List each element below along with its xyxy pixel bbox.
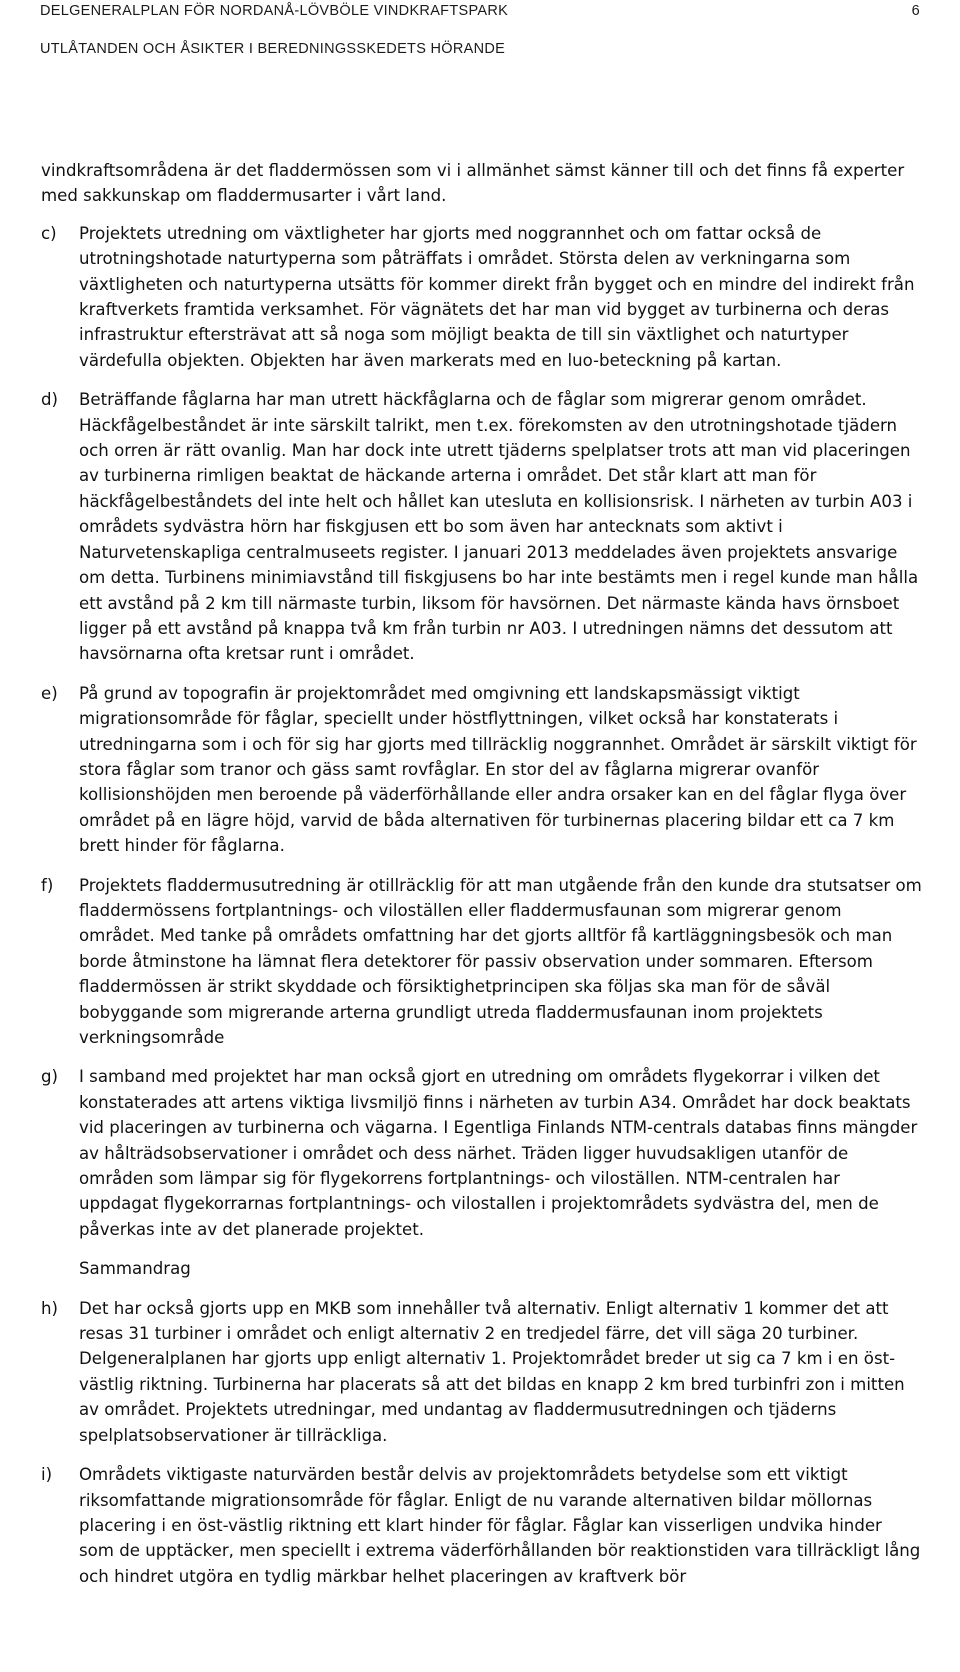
list-item <box>41 1462 922 1589</box>
page-number: 6 <box>911 3 920 19</box>
list-item <box>41 221 922 373</box>
list-item <box>41 873 922 1051</box>
item-text: Projektets fladdermusutredning är otillräcklig för att man utgående från den kunde dra stutsatser om fladdermössens fortplantnings- och viloställen eller fladdermusfaunan som migrerar genom området. Med tanke på områdets omfattning har det gjorts alltför få kartläggningsbesök och man borde åtminstone ha lämnat flera detektorer för passiv observation under sommaren. Eftersom fladdermössen är strikt skyddade och försiktighetprincipen ska följas ska man för de såväl bobyggande som migrerande arterna grundligt utreda fladdermusfaunan inom projektets verkningsområde <box>79 875 922 1047</box>
item-text: Det har också gjorts upp en MKB som innehåller två alternativ. Enligt alternativ 1 kommer det att resas 31 turbiner i området och enligt alternativ 2 en tredjedel färre, det vill säga 20 turbiner. Delgeneralplanen har gjorts upp enligt alternativ 1. Projektområdet breder ut sig ca 7 km i en öst-västlig riktning. Turbinerna har placerats så att det bildas en knapp 2 km bred turbinfri zon i mitten av området. Projektets utredningar, med undantag av fladdermusutredningen och tjäderns spelplatsobservationer är tillräckliga. <box>79 1298 905 1445</box>
summary-heading: Sammandrag <box>79 1259 191 1279</box>
document-subtitle: UTLÅTANDEN OCH ÅSIKTER I BEREDNINGSSKEDETS HÖRANDE <box>40 41 506 57</box>
item-text: I samband med projektet har man också gjort en utredning om områdets flygekorrar i vilken det konstaterades att artens viktiga livsmiljö finns i närheten av turbin A34. Området har dock beaktats vid placeringen av turbinerna och vägarna. I Egentliga Finlands NTM-centrals databas finns mängder av hålträdsobservationer i området och dess närhet. Träden ligger huvudsakligen utanför de områden som lämpar sig för flygekorrens fortplantnings- och viloställen. NTM-centralen har uppdagat flygekorrarnas fortplantnings- och vilostallen i projektområdets sydvästra del, men de påverkas inte av det planerade projektet. <box>79 1067 918 1239</box>
item-label: h) <box>41 1298 58 1318</box>
header-row <box>40 0 920 38</box>
item-text: Projektets utredning om växtligheter har gjorts med noggrannhet och om fattar också de utrotningshotade naturtyperna som påträffats i området. Största delen av verkningarna som växtligheten och naturtyperna utsätts för kommer direkt från bygget och en mindre del indirekt från kraftverkets framtida verksamhet. För vägnätets det har man vid bygget av turbinerna och deras infrastruktur eftersträvat att så noga som möjligt beakta de till sin växtlighet och naturtyper värdefulla objekten. Objekten har även markerats med en luo-beteckning på kartan. <box>79 223 915 370</box>
item-text: På grund av topografin är projektområdet med omgivning ett landskapsmässigt viktigt migrationsområde för fåglar, speciellt under höstflyttningen, vilket också har konstaterats i utredningarna som i och för sig har gjorts med tillräcklig noggrannhet. Området är särskilt viktigt för stora fåglar som tranor och gäss samt rovfåglar. En stor del av fåglarna migrerar ovanför kollisionshöjden men beroende på väderförhållande eller andra orsaker kan en del fåglar flyga över området på en lägre höjd, varvid de båda alternativen för turbinernas placering bildar ett ca 7 km brett hinder för fåglarna. <box>79 683 917 856</box>
list-item <box>41 1064 922 1242</box>
item-label: e) <box>41 683 58 703</box>
document-body <box>41 158 922 1603</box>
list-item <box>41 387 922 666</box>
item-text: Beträffande fåglarna har man utrett häckfåglarna och de fåglar som migrerar genom området. Häckfågelbeståndet är inte särskilt talrikt, men t.ex. förekomsten av den utrotningshotade tjädern och orren är rätt ovanlig. Man har dock inte utrett tjäderns spelplatser trots att man vid placeringen av turbinerna rimligen beaktat de häckande arterna i området. Det står klart att man för häckfågelbeståndets del inte helt och hållet kan utesluta en kollisionsrisk. I närheten av turbin A03 i områdets sydvästra hörn har fiskgjusen ett bo som även har antecknats som aktivt i Naturvetenskapliga centralmuseets register. I januari 2013 meddelades även projektets ansvarige om detta. Turbinens minimiavstånd till fiskgjusens bo har inte bestämts men i regel kunde man hålla ett avstånd på 2 km till närmaste turbin, liksom för havsörnen. Det närmaste kända havs örnsboet ligger på ett avstånd på knappa två km från turbin nr A03. I utredningen nämns det dessutom att havsörnarna ofta kretsar runt i området. <box>79 390 919 664</box>
item-label: i) <box>41 1465 53 1485</box>
list-item <box>41 681 922 859</box>
list-item <box>41 1296 922 1448</box>
item-label: c) <box>41 223 57 243</box>
item-label: f) <box>41 875 54 895</box>
document-title: DELGENERALPLAN FÖR NORDANÅ-LÖVBÖLE VINDKRAFTSPARK <box>40 3 509 19</box>
item-label: g) <box>41 1067 59 1087</box>
item-label: d) <box>41 390 59 410</box>
item-text: Områdets viktigaste naturvärden består delvis av projektområdets betydelse som ett viktigt riksomfattande migrationsområde för fåglar. Enligt de nu varande alternativen bildar möllornas placering i en öst-västlig riktning ett klart hinder för fåglar. Fåglar kan visserligen undvika hinder som de upptäcker, men speciellt i extrema väderförhållanden bör reaktionstiden vara tillräckligt lång och hindret utgöra en tydlig märkbar helhet placeringen av kraftverk bör <box>79 1465 921 1586</box>
intro-paragraph: vindkraftsområdena är det fladdermössen som vi i allmänhet sämst känner till och det finns få experter med sakkunskap om fladdermusarter i vårt land. <box>41 161 905 206</box>
page-header <box>40 0 920 60</box>
